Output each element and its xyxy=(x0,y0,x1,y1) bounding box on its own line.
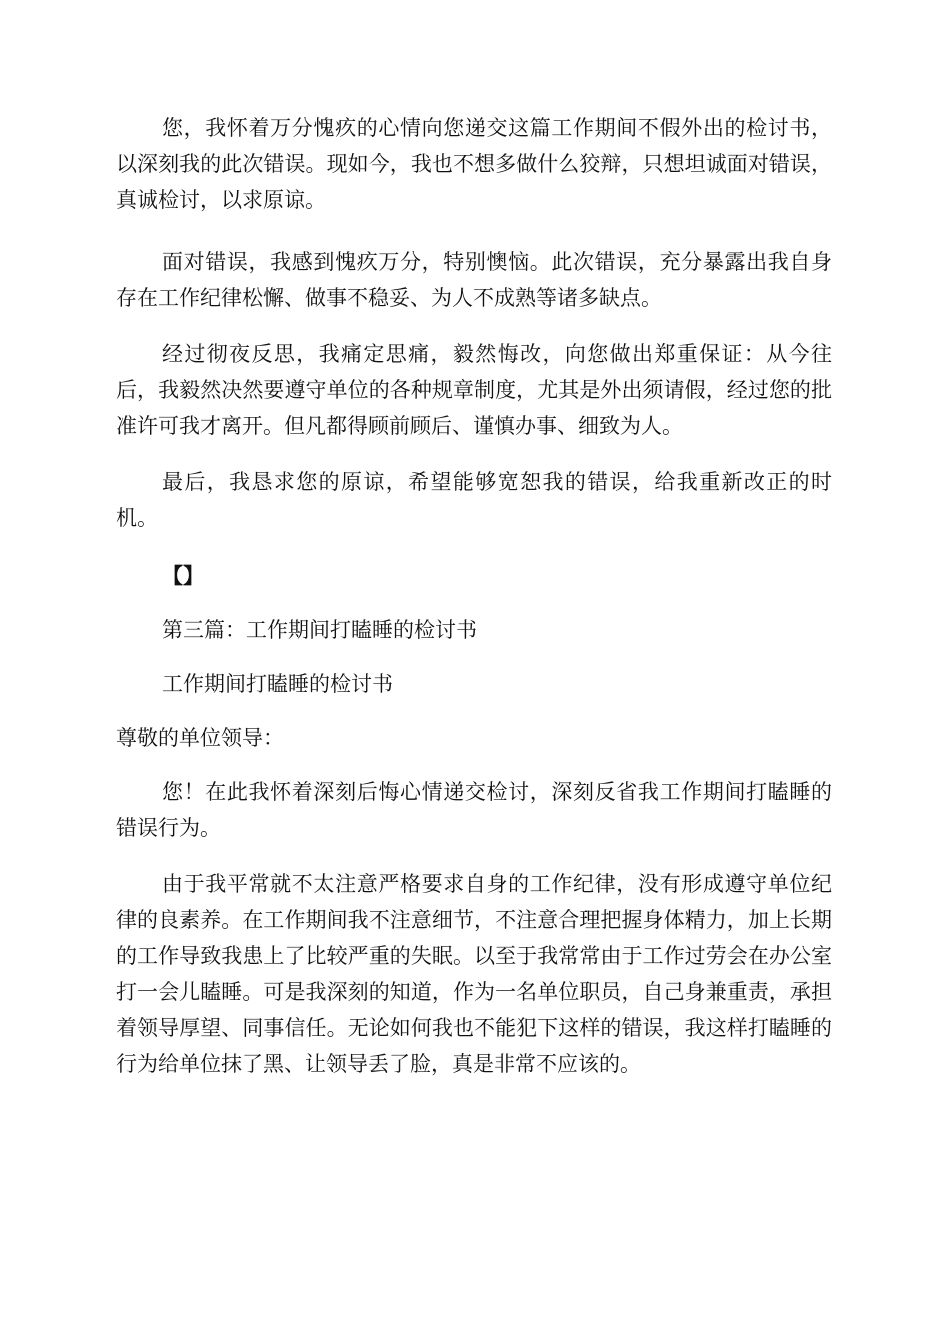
paragraph-closing xyxy=(116,464,832,536)
bracket-marker xyxy=(116,558,832,594)
document-title-text: 工作期间打瞌睡的检讨书 xyxy=(162,672,393,696)
paragraph-text: 您，我怀着万分愧疚的心情向您递交这篇工作期间不假外出的检讨书，以深刻我的此次错误。现如今，我也不想多做什么狡辩，只想坦诚面对错误，真诚检讨，以求原谅。 xyxy=(116,116,832,212)
paragraph-promise xyxy=(116,336,832,444)
salutation xyxy=(116,720,832,756)
paragraph-text: 经过彻夜反思，我痛定思痛，毅然悔改，向您做出郑重保证：从今往后，我毅然决然要遵守单位的各种规章制度，尤其是外出须请假，经过您的批准许可我才离开。但凡都得顾前顾后、谨慎办事、细致为人。 xyxy=(116,342,832,438)
paragraph-sleep-reason xyxy=(116,866,832,1082)
salutation-text: 尊敬的单位领导： xyxy=(116,726,284,750)
paragraph-text: 由于我平常就不太注意严格要求自身的工作纪律，没有形成遵守单位纪律的良素养。在工作期间我不注意细节，不注意合理把握身体精力，加上长期的工作导致我患上了比较严重的失眠。以至于我常常由于工作过劳会在办公室打一会儿瞌睡。可是我深刻的知道，作为一名单位职员，自己身兼重责，承担着领导厚望、同事信任。无论如何我也不能犯下这样的错误，我这样打瞌睡的行为给单位抹了黑、让领导丢了脸，真是非常不应该的。 xyxy=(116,872,832,1076)
section-heading-text: 第三篇：工作期间打瞌睡的检讨书 xyxy=(162,618,477,642)
paragraph-text: 面对错误，我感到愧疚万分，特别懊恼。此次错误，充分暴露出我自身存在工作纪律松懈、做事不稳妥、为人不成熟等诸多缺点。 xyxy=(116,250,832,310)
paragraph-text: 您！在此我怀着深刻后悔心情递交检讨，深刻反省我工作期间打瞌睡的错误行为。 xyxy=(116,780,832,840)
section-heading xyxy=(116,612,832,648)
document-title xyxy=(116,666,832,702)
paragraph-sleep-intro xyxy=(116,774,832,846)
bracket-text: 【】 xyxy=(162,563,204,588)
paragraph-apology-intro xyxy=(116,110,832,218)
paragraph-text: 最后，我恳求您的原谅，希望能够宽恕我的错误，给我重新改正的时机。 xyxy=(116,470,832,530)
paragraph-remorse xyxy=(116,244,832,316)
